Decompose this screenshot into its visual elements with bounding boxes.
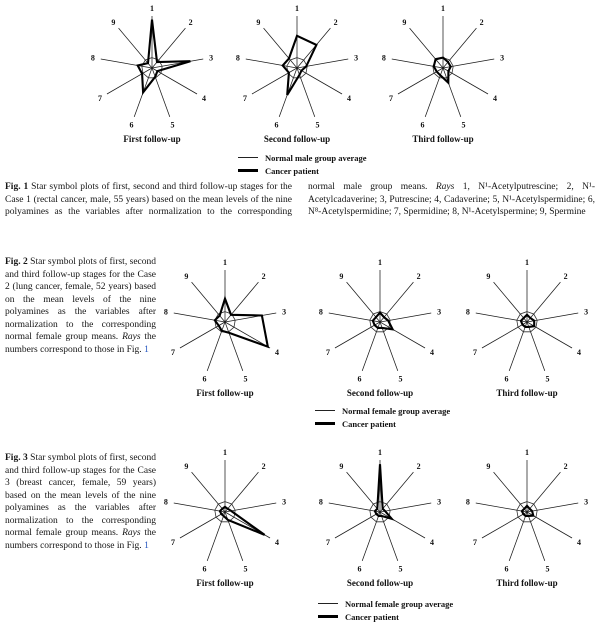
ray-number-label: 8 xyxy=(163,497,168,507)
ray-number-label: 1 xyxy=(378,258,382,267)
star-plot-svg xyxy=(150,258,300,386)
star-plot-canvas xyxy=(452,258,600,386)
ray-number-label: 3 xyxy=(354,53,359,63)
plot-title: First follow-up xyxy=(123,134,181,144)
thin-line-icon xyxy=(238,157,258,158)
ray-number-label: 3 xyxy=(437,497,442,507)
figure-3-caption xyxy=(5,452,156,552)
star-plot-case3-third xyxy=(452,448,600,588)
ray-number-label: 3 xyxy=(584,307,589,317)
ray-number-label: 7 xyxy=(243,94,248,103)
figure-label: Fig. 3 xyxy=(5,453,28,463)
ray-number-label: 7 xyxy=(473,348,478,357)
ray-number-label: 4 xyxy=(346,94,351,103)
legend-item-normal xyxy=(315,404,450,417)
ray-number-label: 3 xyxy=(437,307,442,317)
ray-number-label: 4 xyxy=(274,348,279,357)
ray-number-label: 2 xyxy=(479,18,484,28)
ray-number-label: 3 xyxy=(209,53,214,63)
ray-number-label: 3 xyxy=(282,497,287,507)
ray-number-label: 1 xyxy=(525,448,529,457)
ray-number-label: 2 xyxy=(416,462,421,472)
cancer-patient-polygon xyxy=(138,20,191,93)
plot-title: Third follow-up xyxy=(412,134,474,144)
ray-number-label: 4 xyxy=(576,538,581,547)
ray-number-label: 2 xyxy=(188,18,193,28)
figure-3-legend xyxy=(318,597,453,623)
star-plot-canvas xyxy=(77,4,227,132)
plot-title: Second follow-up xyxy=(346,388,414,398)
ray-number-label: 8 xyxy=(465,307,470,317)
ray-number-label: 3 xyxy=(500,53,505,63)
star-plot-case3-first xyxy=(150,448,300,588)
ray-number-label: 6 xyxy=(420,120,425,130)
legend-label: Normal male group average xyxy=(265,152,367,163)
star-plot-case2-third xyxy=(452,258,600,398)
thick-line-icon xyxy=(315,422,335,425)
ray-number-label: 1 xyxy=(150,4,154,13)
star-plot-canvas xyxy=(305,448,455,576)
figure-1-legend xyxy=(238,151,367,177)
star-plot-case3-second xyxy=(305,448,455,588)
legend-label: Normal female group average xyxy=(342,405,451,416)
thin-line-icon xyxy=(315,410,335,411)
star-plot-svg xyxy=(305,258,455,386)
ray-number-label: 7 xyxy=(171,348,176,357)
ray-number-label: 7 xyxy=(98,94,103,103)
ray-number-label: 8 xyxy=(318,497,323,507)
plot-title: Third follow-up xyxy=(496,578,558,588)
ray-number-label: 7 xyxy=(389,94,394,103)
ray-number-label: 2 xyxy=(261,272,266,282)
star-plot-case1-third xyxy=(368,4,518,144)
legend-item-cancer xyxy=(315,417,450,430)
ray-number-label: 8 xyxy=(381,53,386,63)
ray-number-label: 6 xyxy=(202,374,207,384)
thin-line-icon xyxy=(318,603,338,604)
plot-title: Third follow-up xyxy=(496,388,558,398)
ray-number-label: 8 xyxy=(90,53,95,63)
star-plot-canvas xyxy=(222,4,372,132)
star-plot-svg xyxy=(150,448,300,576)
ray-number-label: 6 xyxy=(504,564,509,574)
legend-item-normal xyxy=(238,151,367,164)
ray-number-label: 9 xyxy=(256,18,261,28)
ray-number-label: 5 xyxy=(243,374,248,384)
star-plot-canvas xyxy=(452,448,600,576)
ray-number-label: 4 xyxy=(576,348,581,357)
ray-number-label: 6 xyxy=(504,374,509,384)
ray-number-label: 3 xyxy=(584,497,589,507)
ray-number-label: 8 xyxy=(318,307,323,317)
caption-text: 1, N¹-Acetylputrescine; 2, N¹-Acetylcadaverine; 3, Putrescine; 4, Cadaverine; 5, N¹-Acetylspermidine; 6, N⁸-Acetylspermidine; 7, Spermidine; 8, N¹-Acetylspermine; 9, Spermine xyxy=(308,182,595,218)
ray-number-label: 6 xyxy=(274,120,279,130)
ray-number-label: 4 xyxy=(429,348,434,357)
ray-number-label: 7 xyxy=(326,538,331,547)
legend-item-cancer xyxy=(238,164,367,177)
ray-number-label: 5 xyxy=(545,564,550,574)
ray-number-label: 9 xyxy=(339,462,344,472)
ray-number-label: 9 xyxy=(486,462,491,472)
figure-label: Fig. 2 xyxy=(5,257,28,267)
ray-number-label: 2 xyxy=(261,462,266,472)
ray-number-label: 4 xyxy=(429,538,434,547)
ray-number-label: 8 xyxy=(163,307,168,317)
ray-number-label: 5 xyxy=(398,564,403,574)
caption-rays-word: Rays xyxy=(122,332,141,343)
star-plot-case2-first xyxy=(150,258,300,398)
ray-number-label: 7 xyxy=(171,538,176,547)
plot-title: First follow-up xyxy=(196,388,254,398)
ray-number-label: 9 xyxy=(486,272,491,282)
figure-reference-link[interactable]: 1 xyxy=(144,540,149,551)
ray-number-label: 8 xyxy=(465,497,470,507)
ray-number-label: 4 xyxy=(492,94,497,103)
legend-item-cancer xyxy=(318,610,453,623)
star-plot-svg xyxy=(452,448,600,576)
ray-number-label: 1 xyxy=(295,4,299,13)
ray-number-label: 6 xyxy=(202,564,207,574)
ray-number-label: 5 xyxy=(398,374,403,384)
ray-number-label: 7 xyxy=(473,538,478,547)
plot-title: Second follow-up xyxy=(263,134,331,144)
figure-label: Fig. 1 xyxy=(5,182,29,192)
ray-number-label: 9 xyxy=(184,272,189,282)
plot-title: First follow-up xyxy=(196,578,254,588)
ray-number-label: 9 xyxy=(339,272,344,282)
legend-item-normal xyxy=(318,597,453,610)
star-plot-case1-first xyxy=(77,4,227,144)
legend-label: Cancer patient xyxy=(342,418,396,429)
star-plot-svg xyxy=(452,258,600,386)
figure-1-caption xyxy=(5,181,595,219)
ray-number-label: 3 xyxy=(282,307,287,317)
caption-text: the numbers correspond to those in Fig. xyxy=(5,332,157,355)
ray-number-label: 5 xyxy=(315,120,320,130)
ray-number-label: 1 xyxy=(378,448,382,457)
ray-number-label: 6 xyxy=(129,120,134,130)
ray-number-label: 4 xyxy=(201,94,206,103)
ray-number-label: 1 xyxy=(223,258,227,267)
ray-number-label: 7 xyxy=(326,348,331,357)
figure-2-legend xyxy=(315,404,450,430)
ray-number-label: 5 xyxy=(461,120,466,130)
star-plot-case1-second xyxy=(222,4,372,144)
caption-rays-word: Rays xyxy=(435,182,455,192)
ray-number-label: 9 xyxy=(184,462,189,472)
ray-number-label: 5 xyxy=(545,374,550,384)
caption-text: Star symbol plots of first, second and third follow-up stages for the Case 1 (rectal cancer, male, 55 years) based on the mean levels of the nine polyamines as the variables after normalization to the corresponding normal male group means. xyxy=(5,182,428,218)
figure-reference-link[interactable]: 1 xyxy=(144,344,149,355)
ray-number-label: 5 xyxy=(170,120,175,130)
cancer-patient-polygon xyxy=(220,507,265,535)
ray-number-label: 2 xyxy=(416,272,421,282)
ray-number-label: 4 xyxy=(274,538,279,547)
ray-number-label: 9 xyxy=(402,18,407,28)
caption-text: Star symbol plots of first, second and third follow-up stages for the Case 3 (breast cancer, female, 59 years) based on the mean levels of the nine polyamines as the variables after normalization to the corresponding normal female group means. xyxy=(5,453,156,539)
star-plot-canvas xyxy=(368,4,518,132)
star-plot-svg xyxy=(77,4,227,132)
thick-line-icon xyxy=(318,615,338,618)
star-plot-svg xyxy=(305,448,455,576)
plot-title: Second follow-up xyxy=(346,578,414,588)
ray-number-label: 9 xyxy=(111,18,116,28)
caption-rays-word: Rays xyxy=(122,528,141,539)
ray-number-label: 2 xyxy=(563,272,568,282)
thick-line-icon xyxy=(238,169,258,172)
legend-label: Cancer patient xyxy=(345,611,399,622)
ray-number-label: 6 xyxy=(357,564,362,574)
star-plot-canvas xyxy=(150,448,300,576)
ray-number-label: 1 xyxy=(525,258,529,267)
legend-label: Cancer patient xyxy=(265,165,319,176)
star-plot-canvas xyxy=(305,258,455,386)
ray-number-label: 2 xyxy=(563,462,568,472)
caption-text: the numbers correspond to those in Fig. xyxy=(5,528,157,551)
ray-number-label: 1 xyxy=(441,4,445,13)
ray-number-label: 8 xyxy=(235,53,240,63)
star-plot-svg xyxy=(222,4,372,132)
star-plot-svg xyxy=(368,4,518,132)
ray-number-label: 6 xyxy=(357,374,362,384)
cancer-patient-polygon xyxy=(215,299,268,347)
ray-number-label: 2 xyxy=(333,18,338,28)
figure-2-caption xyxy=(5,256,156,356)
ray-number-label: 1 xyxy=(223,448,227,457)
caption-text: Star symbol plots of first, second and third follow-up stages for the Case 2 (lung cancer, female, 52 years) based on the mean levels of the nine polyamines as the variables after normalization to the corresponding normal female group means. xyxy=(5,257,156,343)
star-plot-canvas xyxy=(150,258,300,386)
star-plot-case2-second xyxy=(305,258,455,398)
ray-number-label: 5 xyxy=(243,564,248,574)
legend-label: Normal female group average xyxy=(345,598,454,609)
